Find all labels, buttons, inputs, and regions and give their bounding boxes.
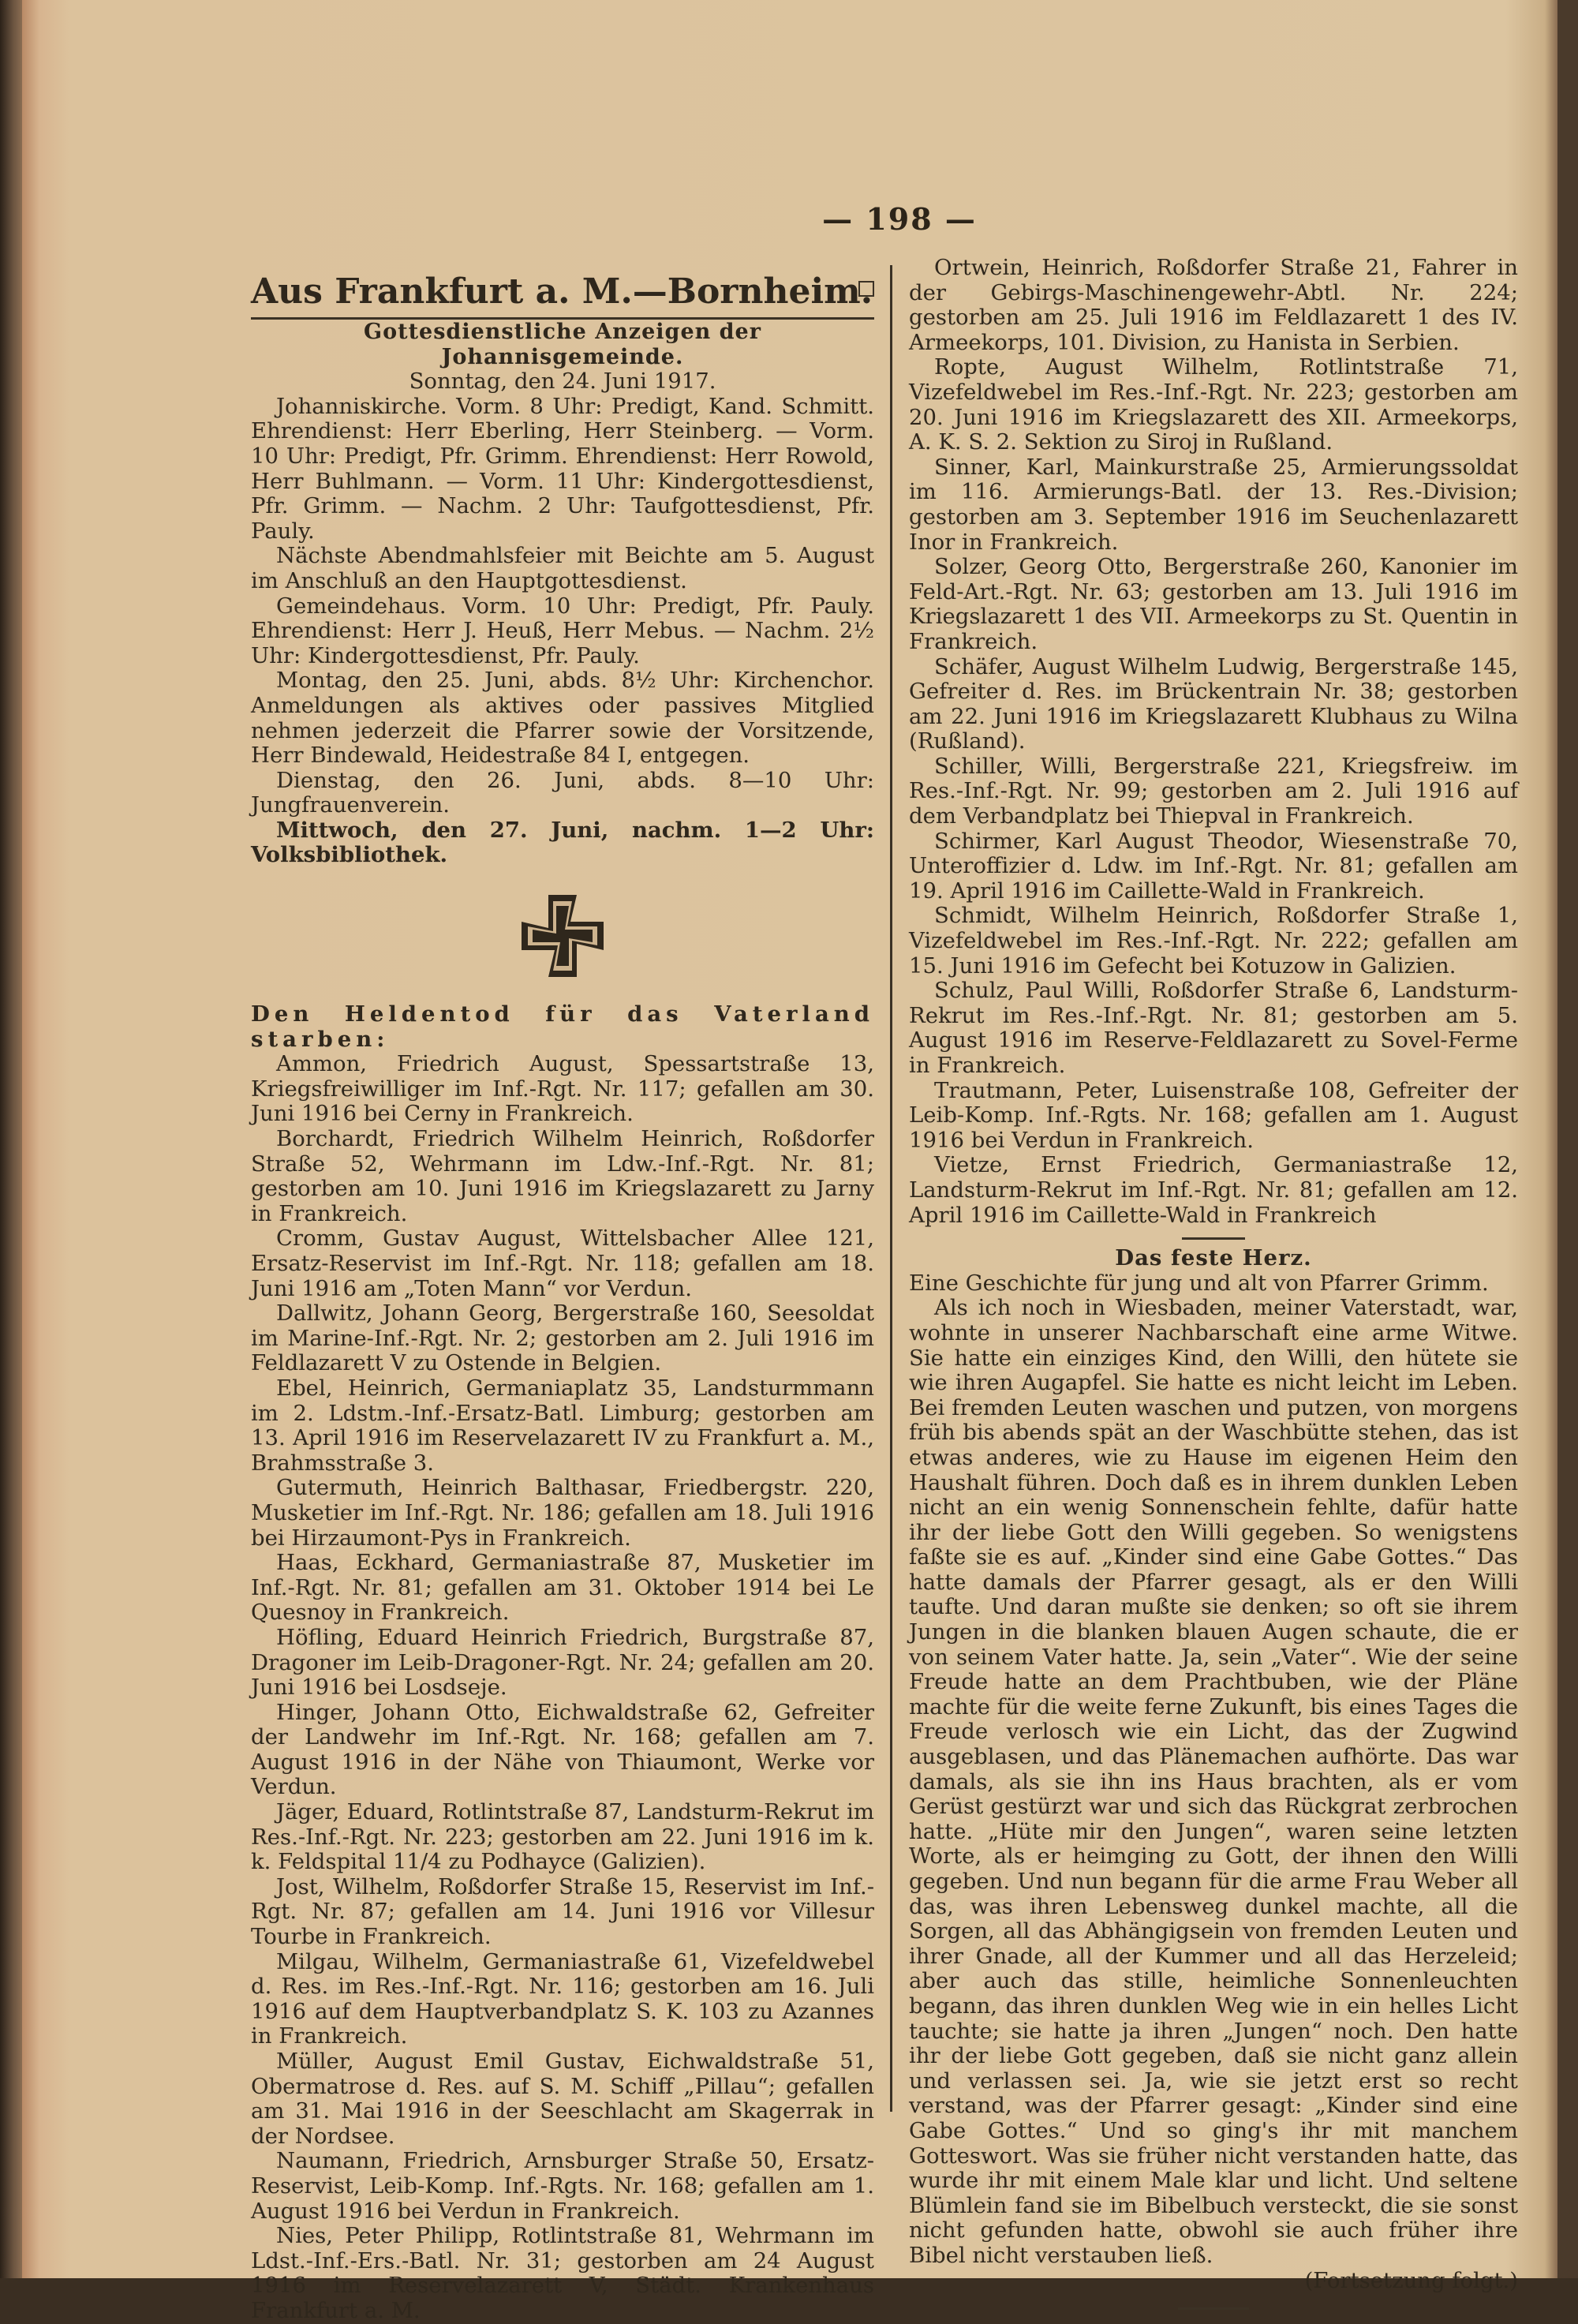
hero-entry: Naumann, Friedrich, Arnsburger Straße 50, Ersatz-Reservist, Leib-Komp. Inf.-Rgts. Nr. 168; gefallen am 1. August 1916 bei Verdun in Frankreich.	[251, 2148, 874, 2224]
church-paragraph: Mittwoch, den 27. Juni, nachm. 1—2 Uhr: Volksbibliothek.	[251, 817, 874, 868]
hero-entry: Gutermuth, Heinrich Balthasar, Friedbergstr. 220, Musketier im Inf.-Rgt. Nr. 186; gefallen am 18. Juli 1916 bei Hirzaumont-Pys in Frankreich.	[251, 1475, 874, 1551]
hero-entry: Vietze, Ernst Friedrich, Germaniastraße 12, Landsturm-Rekrut im Inf.-Rgt. Nr. 81; gefallen am 12. April 1916 im Caillette-Wald in Frankreich	[909, 1152, 1518, 1228]
heroes-heading: Den Heldentod für das Vaterland starben:	[251, 1001, 874, 1052]
page-number: — 198 —	[822, 201, 977, 237]
iron-cross-icon	[515, 889, 610, 983]
column-divider	[890, 265, 892, 2112]
hero-entry: Trautmann, Peter, Luisenstraße 108, Gefreiter der Leib-Komp. Inf.-Rgts. Nr. 168; gefallen am 1. August 1916 bei Verdun in Frankreich.	[909, 1077, 1518, 1153]
hero-entry: Solzer, Georg Otto, Bergerstraße 260, Kanonier im Feld-Art.-Rgt. Nr. 63; gestorben am 13. Juli 1916 im Kriegslazarett 1 des VII. Armeekorps zu St. Quentin in Frankreich.	[909, 554, 1518, 654]
title-box-ornament	[858, 281, 874, 297]
hero-entry: Ammon, Friedrich August, Spessartstraße 13, Kriegsfreiwilliger im Inf.-Rgt. Nr. 117; gefallen am 30. Juni 1916 bei Cerny in Frankreich.	[251, 1051, 874, 1127]
hero-entry: Schmidt, Wilhelm Heinrich, Roßdorfer Straße 1, Vizefeldwebel im Res.-Inf.-Rgt. Nr. 222; gefallen am 15. Juni 1916 im Gefecht bei Kotuzow in Galizien.	[909, 903, 1518, 979]
service-date: Sonntag, den 24. Juni 1917.	[409, 369, 716, 395]
article-title-text: Aus Frankfurt a. M.—Bornheim.	[251, 271, 873, 312]
hero-entry: Müller, August Emil Gustav, Eichwaldstraße 51, Obermatrose d. Res. auf S. M. Schiff „Pillau“; gefallen am 31. Mai 1916 in der Seeschlacht am Skagerrak in der Nordsee.	[251, 2049, 874, 2149]
hero-entry: Ortwein, Heinrich, Roßdorfer Straße 21, Fahrer in der Gebirgs-Maschinengewehr-Abtl. Nr. 224; gestorben am 25. Juli 1916 im Feldlazarett 1 des IV. Armeekorps, 101. Division, zu Hanista in Serbien.	[909, 255, 1518, 355]
hero-entry: Milgau, Wilhelm, Germaniastraße 61, Vizefeldwebel d. Res. im Res.-Inf.-Rgt. Nr. 116; gestorben am 16. Juli 1916 auf dem Hauptverbandplatz S. K. 103 zu Azannes in Frankreich.	[251, 1948, 874, 2049]
hero-entry: Schiller, Willi, Bergerstraße 221, Kriegsfreiw. im Res.-Inf.-Rgt. Nr. 99; gestorben am 2. Juli 1916 auf dem Verbandplatz bei Thiepval in Frankreich.	[909, 753, 1518, 829]
church-paragraph: Montag, den 25. Juni, abds. 8½ Uhr: Kirchenchor. Anmeldungen als aktives oder passives Mitglied nehmen jederzeit die Pfarrer sowie der Vorsitzende, Herr Bindewald, Heidestraße 84 I, entgegen.	[251, 668, 874, 769]
story-continuation: (Fortsetzung folgt.)	[1304, 2267, 1518, 2293]
hero-entry: Ropte, August Wilhelm, Rotlintstraße 71, Vizefeldwebel im Res.-Inf.-Rgt. Nr. 223; gestorben am 20. Juni 1916 im Kriegslazarett des XII. Armeekorps, A. K. S. 2. Sektion zu Siroj in Rußland.	[909, 354, 1518, 455]
hero-entry: Jäger, Eduard, Rotlintstraße 87, Landsturm-Rekrut im Res.-Inf.-Rgt. Nr. 223; gestorben am 22. Juni 1916 im k. k. Feldspital 11/4 zu Podhayce (Galizien).	[251, 1799, 874, 1875]
church-notices-heading: Gottesdienstliche Anzeigen der Johannisgemeinde.	[364, 320, 761, 369]
story-byline: Eine Geschichte für jung und alt von Pfarrer Grimm.	[909, 1270, 1489, 1296]
church-paragraph: Dienstag, den 26. Juni, abds. 8—10 Uhr: Jungfrauenverein.	[251, 767, 874, 818]
hero-entry: Hinger, Johann Otto, Eichwaldstraße 62, Gefreiter der Landwehr im Inf.-Rgt. Nr. 168; gefallen am 7. August 1916 in der Nähe von Thiaumont, Werke vor Verdun.	[251, 1699, 874, 1800]
left-column	[251, 270, 874, 2324]
church-paragraph: Johanniskirche. Vorm. 8 Uhr: Predigt, Kand. Schmitt. Ehrendienst: Herr Eberling, Herr Steinberg. — Vorm. 10 Uhr: Predigt, Pfr. Grimm. Ehrendienst: Herr Rowold, Herr Buhlmann. — Vorm. 11 Uhr: Kindergottesdienst, Pfr. Grimm. — Nachm. 2 Uhr: Taufgottesdienst, Pfr. Pauly.	[251, 393, 874, 544]
hero-entry: Schulz, Paul Willi, Roßdorfer Straße 6, Landsturm-Rekrut im Res.-Inf.-Rgt. Nr. 81; gestorben am 5. August 1916 im Reserve-Feldlazarett zu Sovel-Ferme in Frankreich.	[909, 978, 1518, 1078]
page-right-edge	[1557, 0, 1578, 2278]
story-paragraph: Als ich noch in Wiesbaden, meiner Vaterstadt, war, wohnte in unserer Nachbarschaft eine arme Witwe. Sie hatte ein einziges Kind, den Willi, den hütete sie wie ihren Augapfel. Sie hatte es nicht leicht im Leben. Bei fremden Leuten waschen und putzen, von morgens früh bis abends spät an der Waschbütte stehen, das ist etwas anderes, wie zu Hause im eigenen Heim den Haushalt führen. Doch daß es in ihrem dunklen Leben nicht an ein wenig Sonnenschein fehlte, dafür hatte ihr der liebe Gott den Willi gegeben. So wenigstens faßte sie es auf. „Kinder sind eine Gabe Gottes.“ Das hatte damals der Pfarrer gesagt, als er den Willi taufte. Und daran mußte sie denken; so oft sie ihrem Jungen in die blanken blauen Augen schaute, die er von seinem Vater hatte. Ja, sein „Vater“. Wie der seine Freude hatte an dem Prachtbuben, wie der Pläne machte für die weite ferne Zukunft, bis eines Tages die Freude verlosch wie ein Licht, das der Zugwind ausgeblasen, und das Plänemachen aufhörte. Das war damals, als sie ihn ins Haus brachten, als er vom Gerüst gestürzt war und sich das Rückgrat zerbrochen hatte. „Hüte mir den Jungen“, waren seine letzten Worte, als er heimging zu Gott, der ihnen den Willi gegeben. Und nun begann für die arme Frau Weber all das, was ihren Lebensweg dunkel machte, all die Sorgen, all das Abhängigsein von fremden Leuten und ihrer Gnade, all der Kummer und all das Herzeleid; aber auch das stille, heimliche Sonnenleuchten begann, das ihren dunklen Weg wie in ein helles Licht tauchte; sie hatte ja ihren „Jungen“ noch. Den hatte ihr der liebe Gott gegeben, daß sie nicht ganz allein und verlassen sei. Ja, wie sie jetzt erst so recht verstand, was der Pfarrer gesagt: „Kinder sind eine Gabe Gottes.“ Und so ging's ihr mit manchem Gotteswort. Was sie früher nicht verstanden hatte, das wurde ihr mit einem Male klar und licht. Und seltene Blümlein fand sie im Bibelbuch versteckt, die sie sonst nicht gefunden hatte, obwohl sie auch früher ihre Bibel nicht verstauben ließ.	[909, 1295, 1518, 2268]
church-paragraph: Nächste Abendmahlsfeier mit Beichte am 5. August im Anschluß an den Hauptgottesdienst.	[251, 543, 874, 593]
right-column	[909, 256, 1518, 2310]
hero-entry: Ebel, Heinrich, Germaniaplatz 35, Landsturmmann im 2. Ldstm.-Inf.-Ersatz-Batl. Limburg; gestorben am 13. April 1916 im Reservelazarett IV zu Frankfurt a. M., Brahmsstraße 3.	[251, 1375, 874, 1476]
hero-entry: Schäfer, August Wilhelm Ludwig, Bergerstraße 145, Gefreiter d. Res. im Brückentrain Nr. 38; gestorben am 22. Juni 1916 im Kriegslazarett Klubhaus zu Wilna (Rußland).	[909, 653, 1518, 754]
book-spine-edge	[0, 0, 22, 2278]
end-divider	[1178, 2307, 1249, 2310]
hero-entry: Jost, Wilhelm, Roßdorfer Straße 15, Reservist im Inf.-Rgt. Nr. 87; gefallen am 14. Juni 1916 vor Villesur Tourbe in Frankreich.	[251, 1873, 874, 1950]
hero-entry: Dallwitz, Johann Georg, Bergerstraße 160, Seesoldat im Marine-Inf.-Rgt. Nr. 2; gestorben am 2. Juli 1916 im Feldlazarett V zu Ostende in Belgien.	[251, 1300, 874, 1376]
hero-entry: Borchardt, Friedrich Wilhelm Heinrich, Roßdorfer Straße 52, Wehrmann im Ldw.-Inf.-Rgt. Nr. 81; gestorben am 10. Juni 1916 im Kriegslazarett zu Jarny in Frankreich.	[251, 1126, 874, 1226]
section-divider	[1182, 1237, 1245, 1240]
hero-entry: Schirmer, Karl August Theodor, Wiesenstraße 70, Unteroffizier d. Ldw. im Inf.-Rgt. Nr. 81; gefallen am 19. April 1916 im Caillette-Wald in Frankreich.	[909, 828, 1518, 904]
hero-entry: Höfling, Eduard Heinrich Friedrich, Burgstraße 87, Dragoner im Leib-Dragoner-Rgt. Nr. 24; gefallen am 20. Juni 1916 bei Losdseje.	[251, 1624, 874, 1701]
hero-entry: Haas, Eckhard, Germaniastraße 87, Musketier im Inf.-Rgt. Nr. 81; gefallen am 31. Oktober 1914 bei Le Quesnoy in Frankreich.	[251, 1550, 874, 1626]
hero-entry: Cromm, Gustav August, Wittelsbacher Allee 121, Ersatz-Reservist im Inf.-Rgt. Nr. 118; gefallen am 18. Juni 1916 am „Toten Mann“ vor Verdun.	[251, 1226, 874, 1301]
hero-entry: Sinner, Karl, Mainkurstraße 25, Armierungssoldat im 116. Armierungs-Batl. der 13. Res.-Division; gestorben am 3. September 1916 im Seuchenlazarett Inor in Frankreich.	[909, 454, 1518, 555]
church-paragraph: Gemeindehaus. Vorm. 10 Uhr: Predigt, Pfr. Pauly. Ehrendienst: Herr J. Heuß, Herr Mebus. — Nachm. 2½ Uhr: Kindergottesdienst, Pfr. Pauly.	[251, 593, 874, 668]
story-title: Das feste Herz.	[1115, 1245, 1312, 1271]
article-title	[251, 270, 874, 320]
hero-entry: Nies, Peter Philipp, Rotlintstraße 81, Wehrmann im Ldst.-Inf.-Ers.-Batl. Nr. 31; gestorben am 24 August 1916 im Reservelazarett V, Städt. Krankenhaus Frankfurt a. M.	[251, 2223, 874, 2323]
